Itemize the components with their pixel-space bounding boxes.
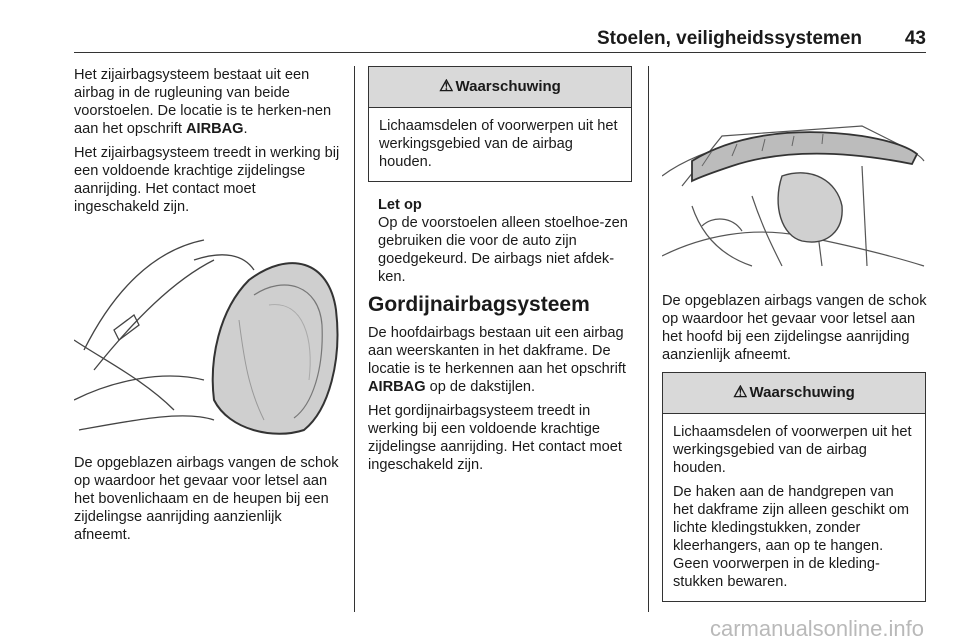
column-divider <box>354 66 355 612</box>
warning-triangle-icon: ⚠ <box>733 384 748 401</box>
warning-text: De haken aan de handgrepen van het dakframe zijn alleen geschikt om lichte kledingstukken, zonder kleerhangers, aan op te hangen. Geen voorwerpen in de kleding-stukken bewaren. <box>673 484 910 590</box>
page-header <box>74 22 926 53</box>
note-title: Let op <box>378 197 422 213</box>
paragraph: De hoofdairbags bestaan uit een airbag aan weerskanten in het dakframe. De locatie is te herkennen aan het opschrift AIRBAG op de dakstijlen. <box>368 325 626 395</box>
paragraph: De opgeblazen airbags vangen de schok op waardoor het gevaar voor letsel aan het bovenlichaam en de heupen bij een zijdelingse aanrijding aanzienlijk afneemt. <box>74 455 339 543</box>
warning-header: ⚠ Waarschuwing <box>369 67 631 108</box>
header-title: Stoelen, veiligheidssystemen <box>596 28 862 49</box>
side-airbag-illustration <box>74 230 340 440</box>
column-1 <box>74 66 340 550</box>
warning-triangle-icon: ⚠ <box>439 78 454 95</box>
warning-text: Lichaamsdelen of voorwerpen uit het werkingsgebied van de airbag houden. <box>673 424 912 476</box>
column-3 <box>662 66 928 612</box>
note <box>368 196 634 286</box>
warning-text: Lichaamsdelen of voorwerpen uit het werkingsgebied van de airbag houden. <box>379 118 618 170</box>
paragraph: Het zijairbagsysteem bestaat uit een airbag in de rugleuning van beide voorstoelen. De locatie is te herken-nen aan het opschrift AIRBAG. <box>74 67 332 137</box>
warning-box <box>368 66 632 182</box>
page-number: 43 <box>904 28 926 49</box>
warning-header: ⚠ Waarschuwing <box>663 373 925 414</box>
column-2 <box>368 66 634 480</box>
warning-box <box>662 372 926 602</box>
paragraph: Het gordijnairbagsysteem treedt in werking bij een voldoende krachtige zijdelingse aanrijding. Het contact moet ingeschakeld zijn. <box>368 403 622 473</box>
section-heading: Gordijnairbagsysteem <box>368 293 590 316</box>
watermark: carmanualsonline.info <box>709 616 924 641</box>
paragraph: Het zijairbagsysteem treedt in werking bij een voldoende krachtige zijdelingse aanrijding. Het contact moet ingeschakeld zijn. <box>74 145 340 215</box>
column-divider <box>648 66 649 612</box>
curtain-airbag-illustration <box>662 66 926 278</box>
note-text: Op de voorstoelen alleen stoelhoe-zen gebruiken die voor de auto zijn goedgekeurd. De airbags niet afdek-ken. <box>378 215 628 285</box>
paragraph: De opgeblazen airbags vangen de schok op waardoor het gevaar voor letsel aan het hoofd bij een zijdelingse aanrijding aanzienlijk afneemt. <box>662 293 927 363</box>
